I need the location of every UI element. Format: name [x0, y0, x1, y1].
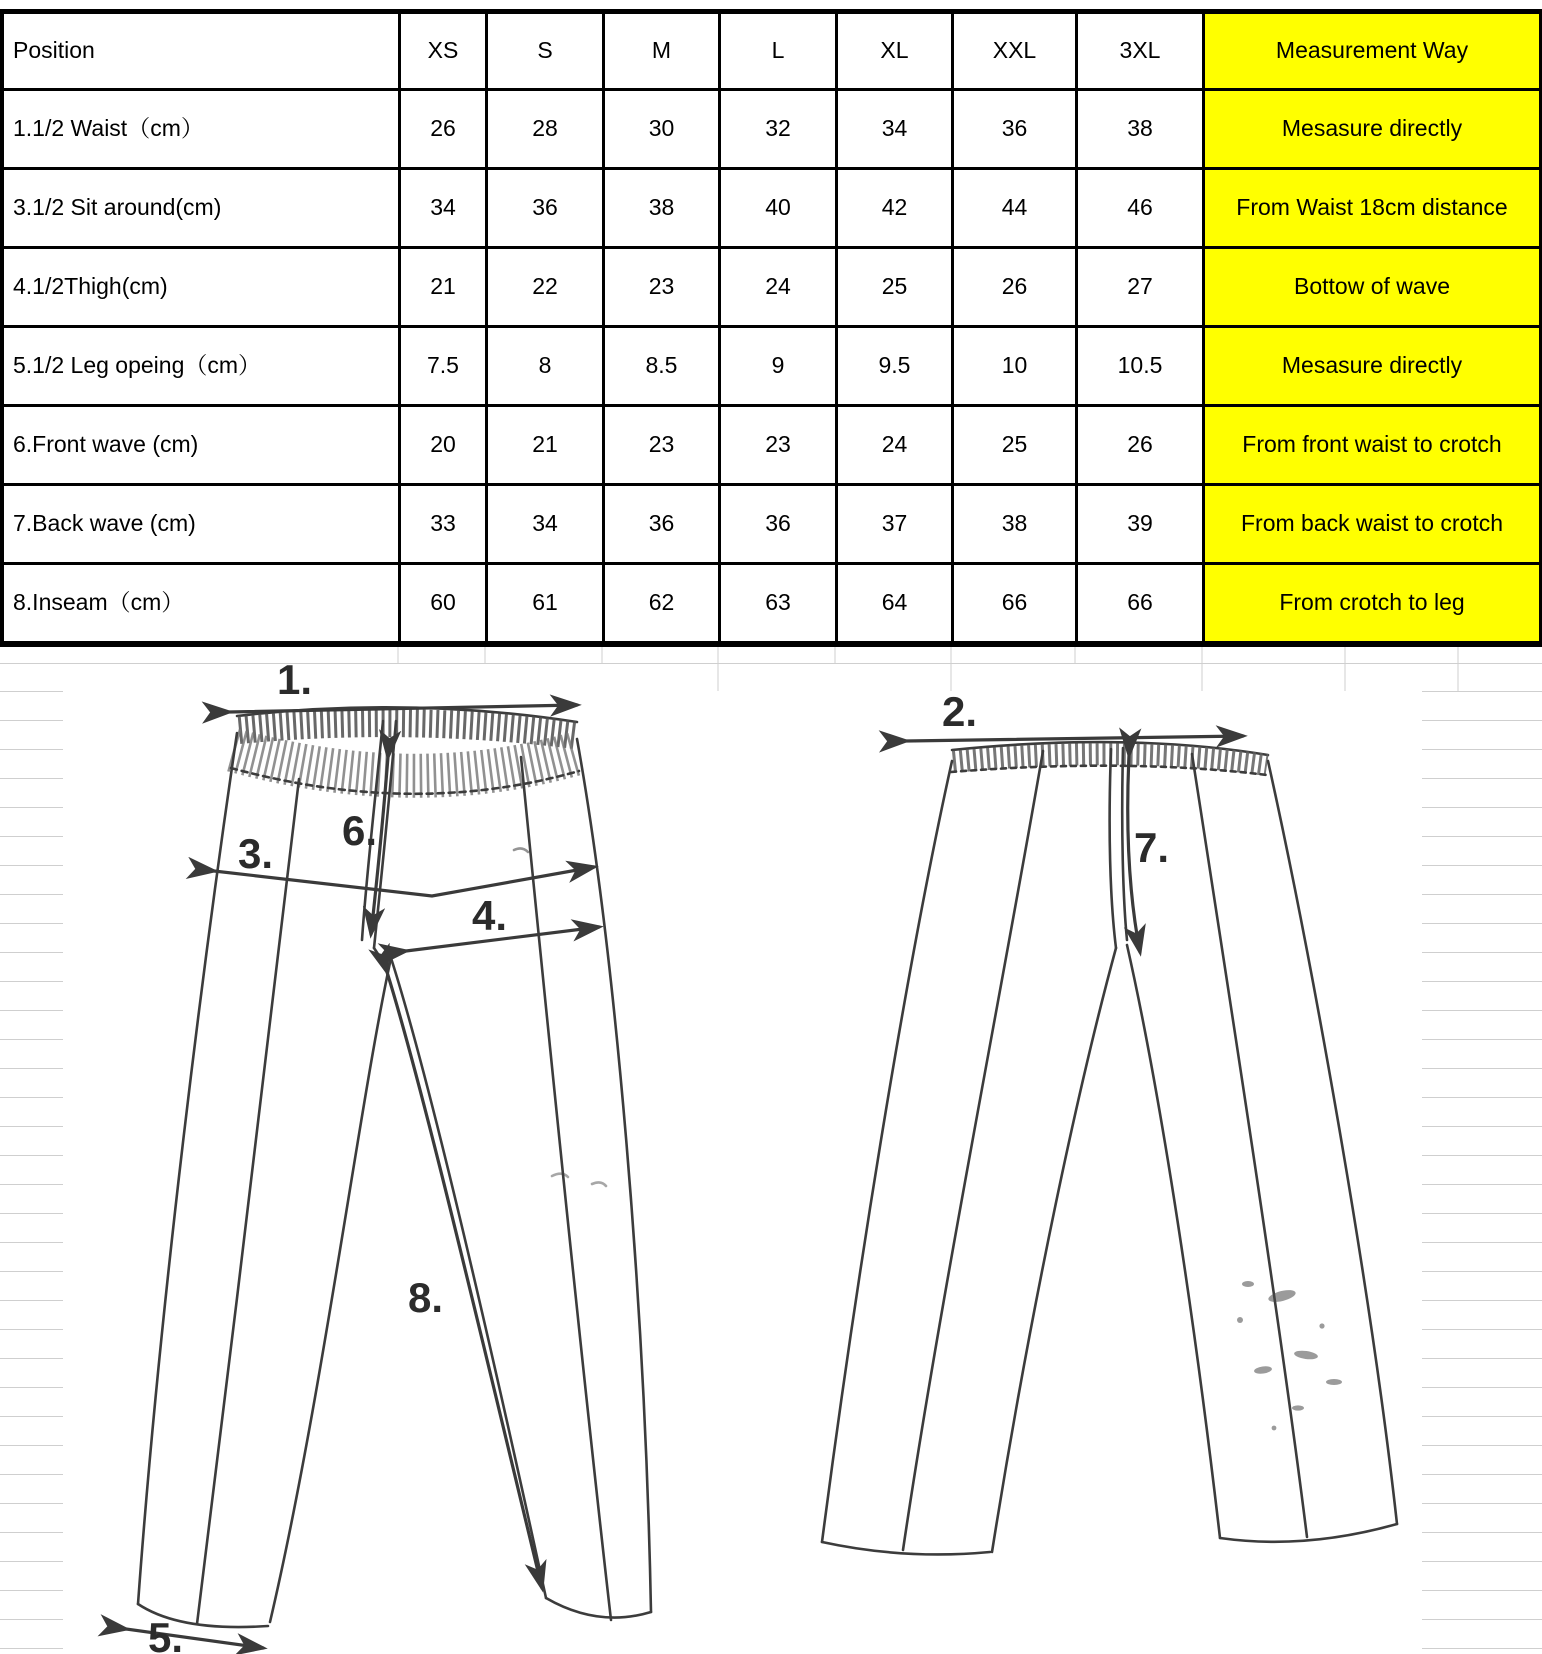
table-cell: 63 — [721, 565, 835, 641]
table-cell: 40 — [721, 170, 835, 246]
size-diagram — [0, 647, 1542, 1654]
table-cell: 7.5 — [401, 328, 485, 404]
table-cell: 61 — [488, 565, 602, 641]
table-cell: 23 — [605, 249, 718, 325]
table-cell: 42 — [838, 170, 951, 246]
table-cell: 22 — [488, 249, 602, 325]
table-cell: 9.5 — [838, 328, 951, 404]
diagram-label-waist-front: 1. — [277, 656, 313, 703]
table-cell: 39 — [1078, 486, 1202, 562]
table-cell: 46 — [1078, 170, 1202, 246]
table-cell: 36 — [488, 170, 602, 246]
table-cell: 24 — [721, 249, 835, 325]
table-cell: 30 — [605, 91, 718, 167]
row-label: 5.1/2 Leg opeing（cm） — [4, 328, 398, 404]
table-cell: 26 — [954, 249, 1075, 325]
table-cell: 66 — [954, 565, 1075, 641]
diagram-label-front-rise: 6. — [342, 807, 378, 854]
row-label: 3.1/2 Sit around(cm) — [4, 170, 398, 246]
diagram-label-waist-back: 2. — [942, 688, 978, 735]
col-header-xxl: XXL — [954, 14, 1075, 88]
diagram-label-hip: 3. — [238, 830, 274, 877]
table-cell: 44 — [954, 170, 1075, 246]
table-cell: 60 — [401, 565, 485, 641]
diagram-label-back-rise: 7. — [1134, 824, 1170, 871]
table-cell: 34 — [488, 486, 602, 562]
table-cell: 38 — [954, 486, 1075, 562]
table-cell: 28 — [488, 91, 602, 167]
col-header-xl: XL — [838, 14, 951, 88]
col-header-xs: XS — [401, 14, 485, 88]
col-header-s: S — [488, 14, 602, 88]
col-header-measurement-way: Measurement Way — [1205, 14, 1539, 88]
col-header-3xl: 3XL — [1078, 14, 1202, 88]
table-cell: 23 — [721, 407, 835, 483]
size-chart-table — [0, 9, 1542, 647]
row-label: 7.Back wave (cm) — [4, 486, 398, 562]
table-cell: 34 — [838, 91, 951, 167]
front-pants-sketch — [138, 707, 651, 1627]
measurement-way-cell: From Waist 18cm distance — [1205, 170, 1539, 246]
table-cell: 26 — [401, 91, 485, 167]
measurement-way-cell: Mesasure directly — [1205, 328, 1539, 404]
table-cell: 21 — [401, 249, 485, 325]
table-cell: 66 — [1078, 565, 1202, 641]
diagram-label-leg-opening: 5. — [148, 1614, 184, 1654]
table-cell: 38 — [1078, 91, 1202, 167]
table-cell: 21 — [488, 407, 602, 483]
table-cell: 10.5 — [1078, 328, 1202, 404]
row-label: 6.Front wave (cm) — [4, 407, 398, 483]
measurement-way-cell: From front waist to crotch — [1205, 407, 1539, 483]
table-cell: 36 — [605, 486, 718, 562]
col-header-m: M — [605, 14, 718, 88]
table-cell: 33 — [401, 486, 485, 562]
measurement-way-cell: Mesasure directly — [1205, 91, 1539, 167]
row-label: 8.Inseam（cm） — [4, 565, 398, 641]
spreadsheet-gridlines-top — [0, 647, 1542, 691]
table-cell: 37 — [838, 486, 951, 562]
table-cell: 8.5 — [605, 328, 718, 404]
diagram-label-thigh: 4. — [472, 892, 508, 939]
table-cell: 25 — [954, 407, 1075, 483]
table-cell: 20 — [401, 407, 485, 483]
table-cell: 8 — [488, 328, 602, 404]
diagram-label-inseam: 8. — [408, 1274, 444, 1321]
table-cell: 32 — [721, 91, 835, 167]
table-cell: 34 — [401, 170, 485, 246]
measurement-way-cell: From back waist to crotch — [1205, 486, 1539, 562]
table-cell: 23 — [605, 407, 718, 483]
table-cell: 36 — [721, 486, 835, 562]
measurement-way-cell: From crotch to leg — [1205, 565, 1539, 641]
table-cell: 27 — [1078, 249, 1202, 325]
measurement-way-cell: Bottow of wave — [1205, 249, 1539, 325]
row-label: 4.1/2Thigh(cm) — [4, 249, 398, 325]
table-cell: 62 — [605, 565, 718, 641]
table-cell: 9 — [721, 328, 835, 404]
col-header-l: L — [721, 14, 835, 88]
table-cell: 36 — [954, 91, 1075, 167]
table-cell: 24 — [838, 407, 951, 483]
col-header-position: Position — [4, 14, 398, 88]
table-cell: 25 — [838, 249, 951, 325]
table-cell: 10 — [954, 328, 1075, 404]
table-cell: 64 — [838, 565, 951, 641]
table-cell: 38 — [605, 170, 718, 246]
back-pants-sketch — [822, 742, 1397, 1554]
row-label: 1.1/2 Waist（cm） — [4, 91, 398, 167]
table-cell: 26 — [1078, 407, 1202, 483]
